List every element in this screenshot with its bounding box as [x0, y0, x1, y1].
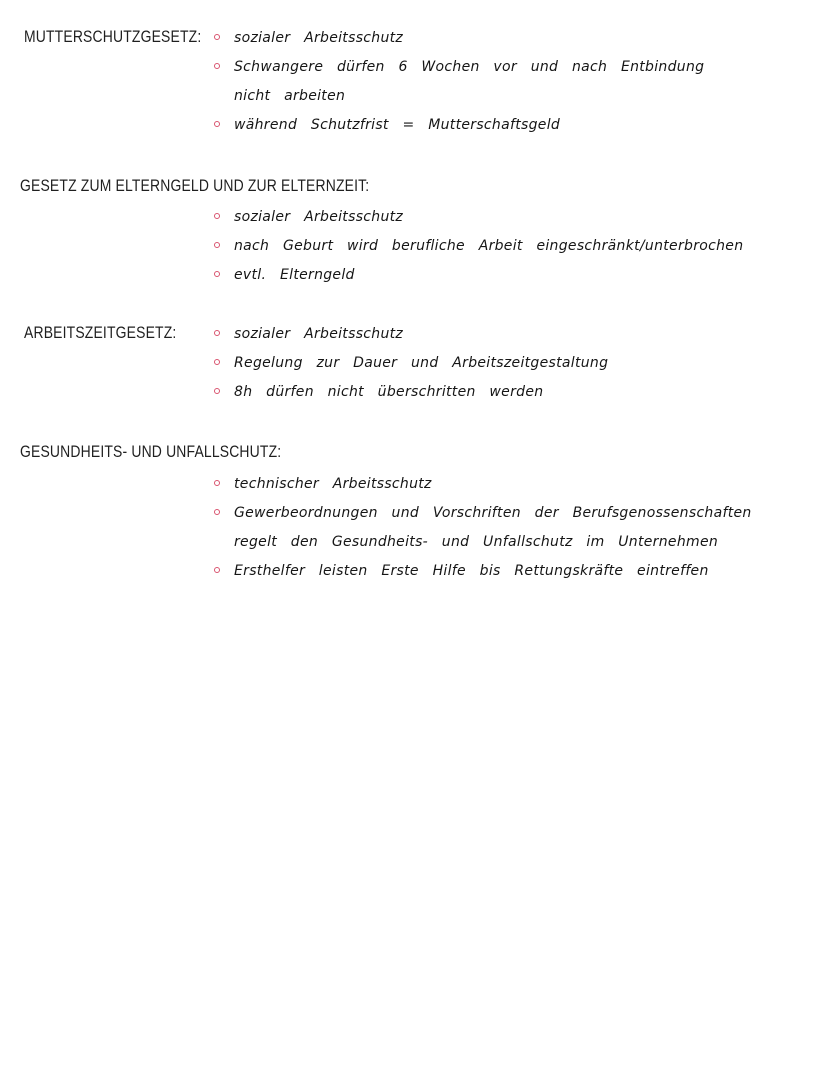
section-heading-mutterschutzgesetz: MUTTERSCHUTZGESETZ: — [24, 27, 202, 46]
section-list-elterngeld-elternzeit — [214, 203, 774, 290]
list-item: technischer Arbeitsschutz — [214, 470, 794, 499]
list-item: Regelung zur Dauer und Arbeitszeitgestaltung — [214, 349, 774, 378]
list-item: 8h dürfen nicht überschritten werden — [214, 378, 774, 407]
bullet-circle-icon — [214, 388, 220, 394]
section-list-gesundheits-unfallschutz — [214, 470, 794, 586]
list-item: während Schutzfrist = Mutterschaftsgeld — [214, 111, 774, 140]
bullet-circle-icon — [214, 567, 220, 573]
list-item: Gewerbeordnungen und Vorschriften der Berufsgenossenschaften regelt den Gesundheits- und Unfallschutz im Unternehmen — [214, 499, 794, 557]
bullet-circle-icon — [214, 480, 220, 486]
bullet-circle-icon — [214, 242, 220, 248]
section-heading-arbeitszeitgesetz: ARBEITSZEITGESETZ: — [24, 323, 177, 342]
bullet-circle-icon — [214, 330, 220, 336]
list-item: sozialer Arbeitsschutz — [214, 320, 774, 349]
section-list-mutterschutzgesetz — [214, 24, 774, 140]
bullet-circle-icon — [214, 509, 220, 515]
list-item: sozialer Arbeitsschutz — [214, 24, 774, 53]
bullet-circle-icon — [214, 34, 220, 40]
bullet-circle-icon — [214, 359, 220, 365]
section-heading-elterngeld-elternzeit: GESETZ ZUM ELTERNGELD UND ZUR ELTERNZEIT: — [20, 176, 370, 195]
bullet-circle-icon — [214, 63, 220, 69]
section-list-arbeitszeitgesetz — [214, 320, 774, 407]
bullet-circle-icon — [214, 121, 220, 127]
list-item: evtl. Elterngeld — [214, 261, 774, 290]
list-item: nach Geburt wird berufliche Arbeit eingeschränkt/unterbrochen — [214, 232, 774, 261]
section-heading-gesundheits-unfallschutz: GESUNDHEITS- UND UNFALLSCHUTZ: — [20, 442, 282, 461]
list-item: sozialer Arbeitsschutz — [214, 203, 774, 232]
bullet-circle-icon — [214, 213, 220, 219]
list-item: Schwangere dürfen 6 Wochen vor und nach Entbindung nicht arbeiten — [214, 53, 754, 111]
bullet-circle-icon — [214, 271, 220, 277]
list-item: Ersthelfer leisten Erste Hilfe bis Rettungskräfte eintreffen — [214, 557, 794, 586]
